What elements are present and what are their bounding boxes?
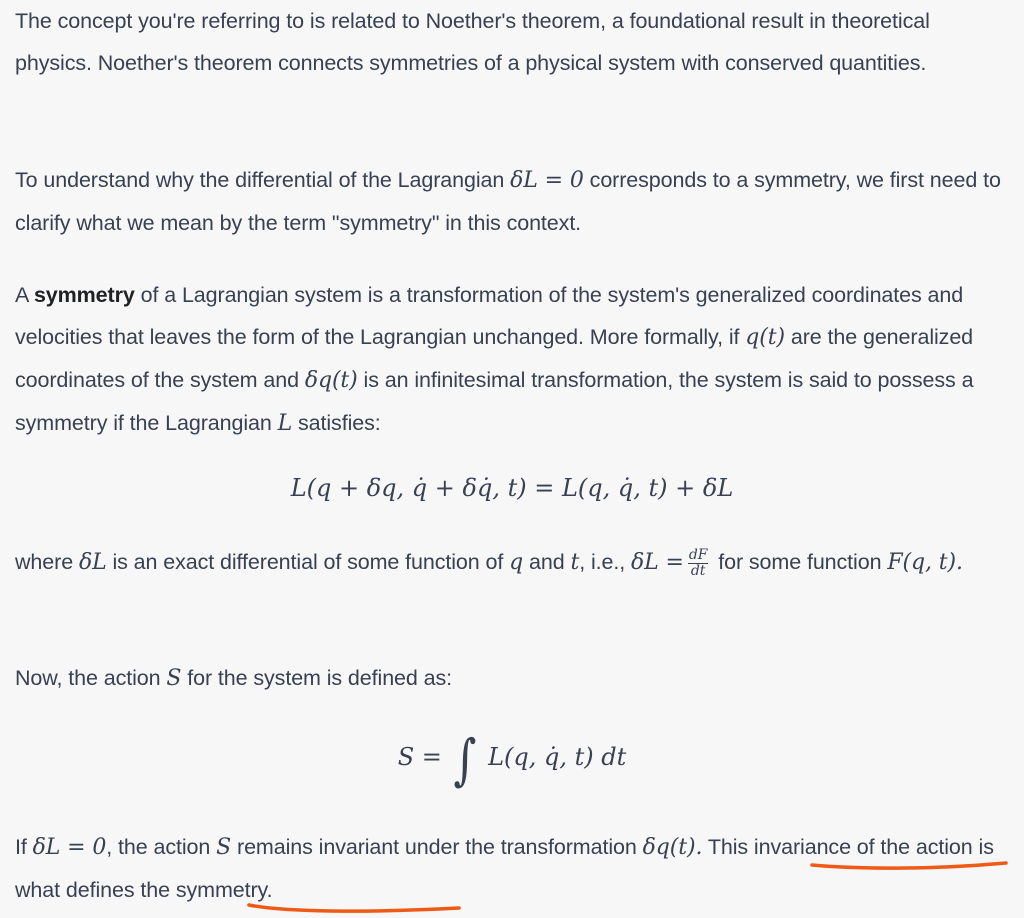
- fraction-denominator: dt: [690, 562, 706, 579]
- paragraph-conclusion: [15, 826, 1010, 911]
- text: for some function: [712, 550, 888, 574]
- fraction: [688, 548, 708, 579]
- paragraph-intro: The concept you're referring to is related to Noether's theorem, a foundational result in theoretical physics. Noether's theorem connects symmetries of a physical system with conserved quantities.: [15, 9, 930, 75]
- text: where: [15, 550, 79, 574]
- math-inline: F(q, t).: [887, 550, 963, 575]
- highlighted-text: This invariance of the action is what defines the symmetry.: [15, 835, 994, 902]
- math-inline: q(t): [745, 325, 785, 350]
- fraction-numerator: dF: [688, 546, 708, 563]
- bold-term: symmetry: [33, 283, 135, 307]
- text: is an infinitesimal transformation, the system is said to possess a symmetry if the Lagrangian: [15, 368, 974, 435]
- integral-symbol: ∫: [453, 728, 477, 793]
- equation-lhs: S =: [397, 743, 442, 771]
- paragraph-action: [15, 657, 452, 700]
- text: are the generalized coordinates of the system and: [15, 325, 974, 392]
- math-inline: S: [166, 666, 182, 691]
- math-inline: δL: [78, 550, 107, 575]
- equation-lagrangian-symmetry: L(q + δq, q̇ + δq̇, t) = L(q, q̇, t) + δL: [290, 474, 734, 502]
- math-inline: δq(t).: [642, 835, 703, 860]
- text: and: [523, 550, 571, 574]
- paragraph-question: [15, 159, 1010, 244]
- paragraph-definition: [15, 274, 1010, 445]
- text: of a Lagrangian system is a transformation of the system's generalized coordinates and velocities that leaves the form of the Lagrangian unchanged. More formally, if: [15, 283, 964, 349]
- paragraph-exact-differential: [15, 541, 963, 584]
- text: for the system is defined as:: [181, 666, 453, 690]
- text: satisfies:: [292, 411, 381, 435]
- text: is an exact differential of some function of: [106, 550, 510, 574]
- text: remains invariant under the transformation: [231, 835, 643, 859]
- math-inline: δL = 0: [510, 168, 584, 193]
- math-inline: δq(t): [304, 368, 358, 393]
- text: To understand why the differential of the Lagrangian: [15, 168, 511, 192]
- math-inline: t: [570, 550, 580, 575]
- text: A: [15, 283, 34, 307]
- math-inline: δL =: [630, 550, 684, 575]
- equation-action-integral: [0, 728, 1024, 795]
- text: corresponds to a symmetry, we first need to clarify what we mean by the term "symmetry" in this context.: [15, 168, 1001, 235]
- math-inline: δL = 0: [32, 835, 107, 860]
- math-inline: q: [509, 550, 524, 575]
- text: Now, the action: [15, 666, 167, 690]
- math-inline: L: [277, 411, 293, 436]
- text: , i.e.,: [579, 550, 631, 574]
- text: , the action: [106, 835, 217, 859]
- equation-rhs: L(q, q̇, t) dt: [488, 743, 627, 771]
- math-inline: S: [216, 835, 232, 860]
- text: If: [15, 835, 33, 859]
